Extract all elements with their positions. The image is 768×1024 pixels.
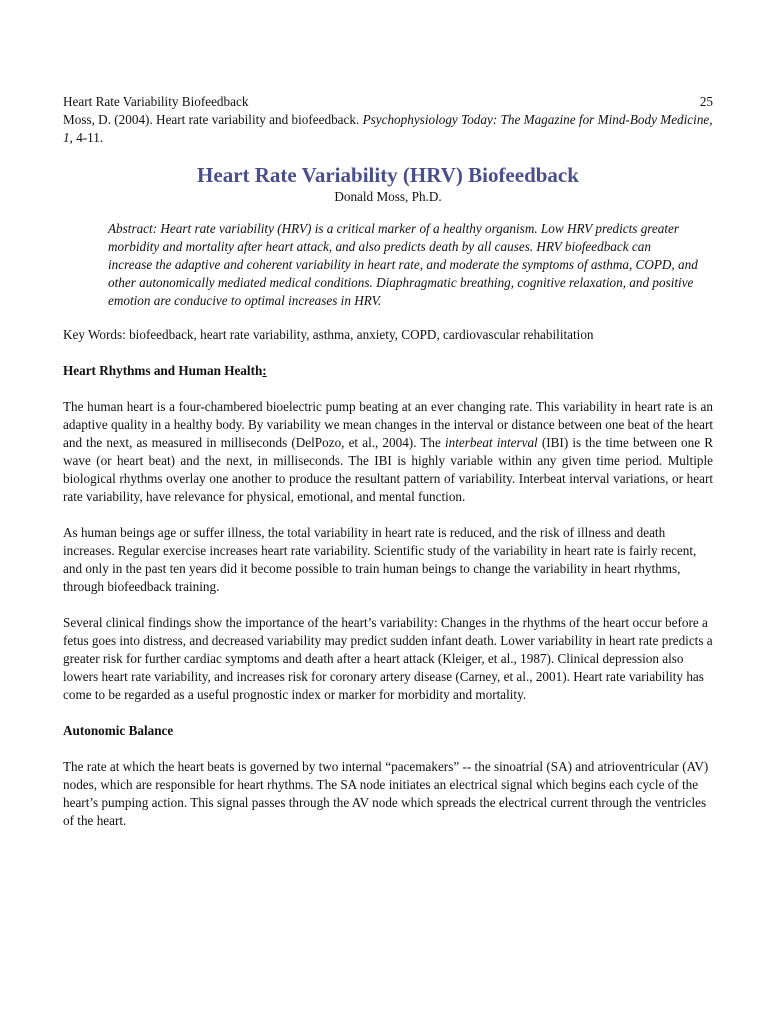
section-heading-autonomic-balance: Autonomic Balance bbox=[63, 723, 174, 738]
citation-journal: Psychophysiology Today: The Magazine for Mind-Body Medicine, 1, bbox=[63, 112, 713, 145]
running-header bbox=[63, 93, 713, 111]
citation-pages: 4-11. bbox=[72, 130, 104, 145]
document-page bbox=[63, 93, 713, 830]
article-title: Heart Rate Variability (HRV) Biofeedback bbox=[197, 163, 579, 187]
paragraph bbox=[63, 398, 713, 506]
section-heading-heart-rhythms bbox=[63, 362, 713, 380]
citation-prefix: Moss, D. (2004). Heart rate variability and biofeedback. bbox=[63, 112, 363, 127]
paragraph: The rate at which the heart beats is governed by two internal “pacemakers” -- the sinoatrial (SA) and atrioventricular (AV) nodes, which are responsible for heart rhythms. The SA node initiates an electrical signal which begins each cycle of the heart’s pumping action. This signal passes through the AV node which spreads the electrical current through the ventricles of the heart. bbox=[63, 759, 709, 828]
paragraph: Several clinical findings show the importance of the heart’s variability: Changes in the rhythms of the heart occur before a fetus goes into distress, and decreased variability may predict sudden infant death. Lower variability in heart rate predicts a greater risk for further cardiac symptoms and death after a heart attack (Kleiger, et al., 1987). Clinical depression also lowers heart rate variability, and increases risk for coronary artery disease (Carney, et al., 2001). Heart rate variability has come to be regarded as a useful prognostic index or marker for morbidity and mortality. bbox=[63, 615, 713, 702]
section-heading-colon: : bbox=[262, 363, 267, 378]
citation bbox=[63, 111, 713, 147]
section-heading-text: Heart Rhythms and Human Health bbox=[63, 363, 263, 378]
paragraph-text: The human heart is a four-chambered bioelectric pump beating at an ever changing rate. This variability in heart rate is an adaptive quality in a healthy body. By variability we mean changes in the interval or distance between one beat of the heart and the next, as measured in milliseconds (DelPozo, et al., 2004). The bbox=[63, 399, 713, 450]
abstract: Abstract: Heart rate variability (HRV) is a critical marker of a healthy organism. Low HRV predicts greater morbidity and mortality after heart attack, and also predicts death by all causes. HRV biofeedback can increase the adaptive and coherent variability in heart rate, and moderate the symptoms of asthma, COPD, and other autonomically mediated medical conditions. Diaphragmatic breathing, cognitive relaxation, and positive emotion are conducive to optimal increases in HRV. bbox=[108, 221, 698, 308]
keywords: Key Words: biofeedback, heart rate variability, asthma, anxiety, COPD, cardiovascular rehabilitation bbox=[63, 327, 594, 342]
term-interbeat-interval: interbeat interval bbox=[444, 435, 538, 450]
running-title: Heart Rate Variability Biofeedback bbox=[63, 94, 249, 109]
article-author: Donald Moss, Ph.D. bbox=[334, 189, 442, 204]
page-number: 25 bbox=[699, 94, 713, 109]
paragraph-text: (IBI) is the time between one R wave (or heart beat) and the next, in milliseconds. The IBI is highly variable within any given time period. Multiple biological rhythms overlay one another to produce the resultant pattern of variability. Interbeat interval variations, or heart rate variability, have relevance for physical, emotional, and mental function. bbox=[63, 435, 713, 504]
paragraph: As human beings age or suffer illness, the total variability in heart rate is reduced, and the risk of illness and death increases. Regular exercise increases heart rate variability. Scientific study of the variability in heart rate is fairly recent, and only in the past ten years did it become possible to train human beings to change the variability in heart rhythms, through biofeedback training. bbox=[63, 525, 697, 594]
